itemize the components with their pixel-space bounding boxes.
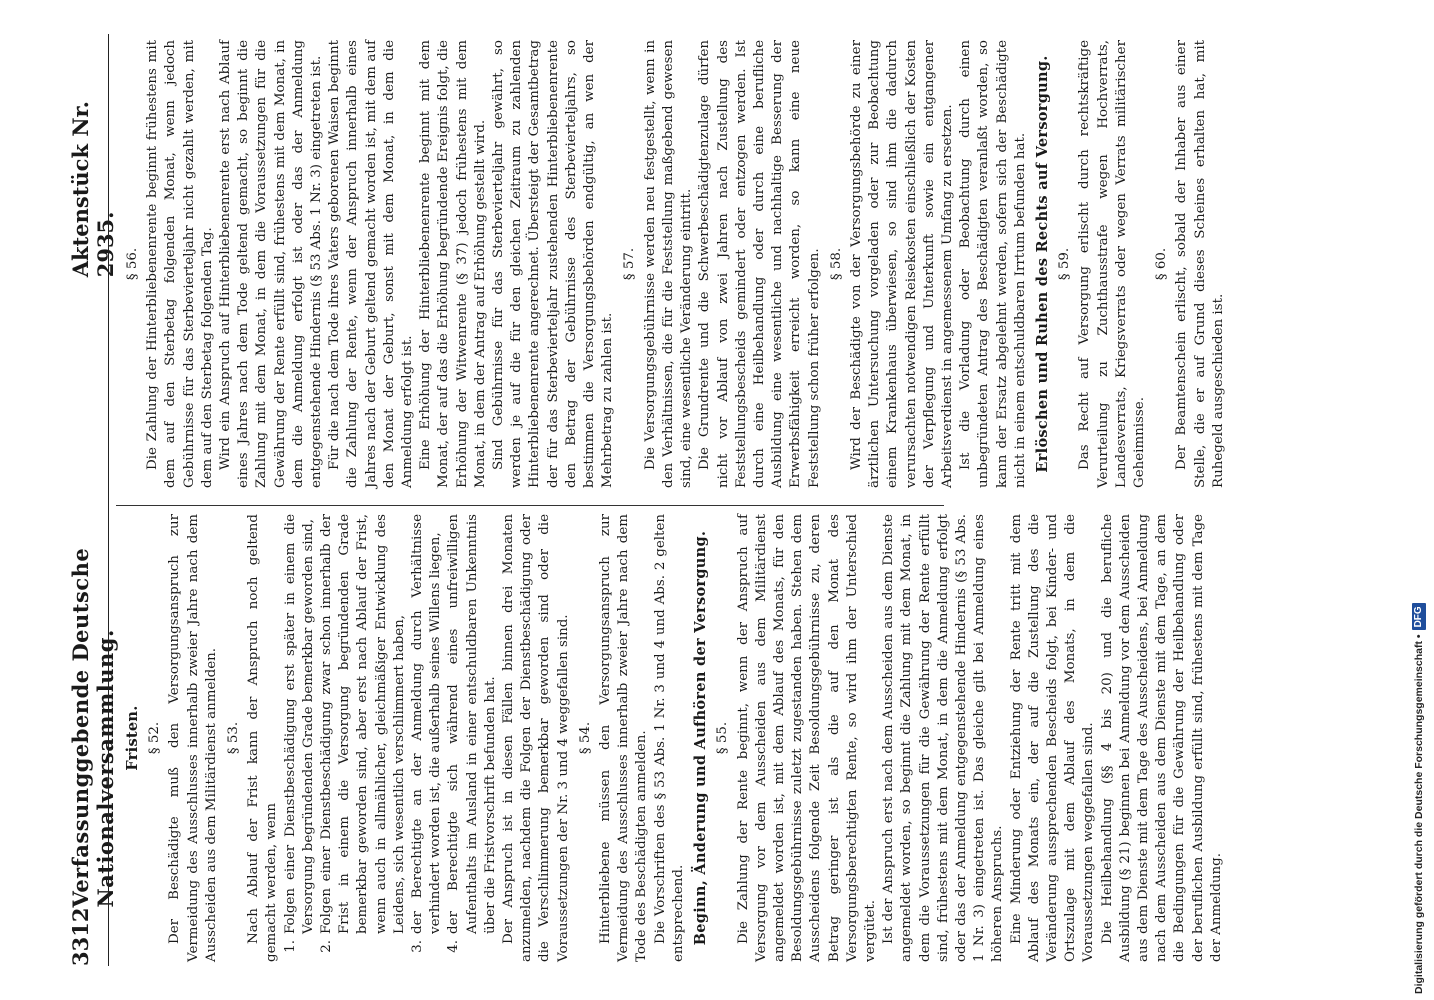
header-title: Verfassunggebende Deutsche Nationalversammlung. xyxy=(68,547,118,908)
paragraph-number-53: § 53. xyxy=(226,721,242,755)
paragraph-number-56: § 56. xyxy=(125,247,140,281)
paragraph-58-p2: Ist die Vorladung oder Beobachtung durch einen unbegründeten Antrag des Beschädigten veranlaßt worden, so kann der Ersatz abgelehnt werden, sofern sich der Beschädigte nicht in einem entschuldbaren Irrtum befunden hat. xyxy=(958,40,1028,488)
paragraph-56-p5: Sind Gebührnisse für das Sterbevierteljahr gewährt, so werden je auf die für den gleichen Zeitraum zu zahlenden Hinterbliebenenrente angerechnet. Übersteigt der Gesamtbetrag der für das Sterbevierteljahr zustehenden Hinterbliebenenrente den Betrag der Gebührnisse des Sterbevierteljahrs, so bestimmen die Versorgungsbehörden endgültig, an wen der Mehrbetrag zu zahlen ist. xyxy=(491,40,616,488)
page-number: 3312 xyxy=(68,907,93,966)
paragraph-58-p1: Wird der Beschädigte von der Versorgungsbehörde zu einer ärztlichen Untersuchung vorgeladen oder zur Beobachtung einem Krankenhaus überwiesen, so sind ihm die dadurch verursachten notwendigen Reisekosten einschließlich der Kosten der Verpflegung und Unterkunft sowie ein entgangener Arbeitsverdienst in angemessenem Umfang zu ersetzen. xyxy=(848,40,955,488)
paragraph-53-item-1: 1. Folgen einer Dienstbeschädigung erst später in einem die Versorgung begründenden Grade bemerkbar geworden sind, xyxy=(282,514,316,953)
paragraph-number-52: § 52. xyxy=(147,721,163,755)
digitization-note-text: Digitalisierung gefördert durch die Deutsche Forschungsgemeinschaft • xyxy=(1413,634,1425,994)
paragraph-53-item-3: 3. der Berechtigte an der Anmeldung durch Verhältnisse verhindert worden ist, die außerhalb seines Willens liegen, xyxy=(410,514,444,953)
paragraph-52-text: Der Beschädigte muß den Versorgungsanspruch zur Vermeidung des Ausschlusses innerhalb zweier Jahre nach dem Ausscheiden aus dem Militärdienst anmelden. xyxy=(167,514,219,962)
paragraph-53-item-4: 4. der Berechtigte sich während eines unfreiwilligen Aufenthalts im Ausland in einer entschuldbaren Unkenntnis über die Fristvorschrift befunden hat. xyxy=(446,514,498,953)
dfg-logo: DFG xyxy=(1412,603,1426,630)
digitization-note xyxy=(1410,4,1428,994)
paragraph-57-p2: Die Grundrente und die Schwerbeschädigtenzulage dürfen nicht vor Ablauf von zwei Jahren nach Zustellung des Feststellungsbescheids gemindert oder entzogen werden. Ist durch eine Heilbehandlung oder durch eine berufliche Ausbildung eine wesentliche und nachhaltige Besserung der Erwerbsfähigkeit erreicht worden, so kann eine neue Feststellung schon früher erfolgen. xyxy=(697,40,822,488)
column-divider xyxy=(116,505,944,506)
paragraph-55-p1: Die Zahlung der Rente beginnt, wenn der Anspruch auf Versorgung vor dem Ausscheiden aus dem Militärdienst angemeldet worden ist, mit dem Ablauf des Monats, für den Besoldungsgebührnisse zuletzt zugestanden haben. Stehen dem Ausscheidens folgende Zeit Besoldungsgebührnisse zu, deren Betrag geringer ist als die auf den Monat des Versorgungsberechtigten Rente, so wird ihm der Unterschied vergütet. xyxy=(735,514,878,962)
document-page xyxy=(12,20,1372,980)
paragraph-53-item-2: 2. Folgen einer Dienstbeschädigung zwar schon innerhalb der Frist in einem die Versorgung begründenden Grade bemerkbar geworden sind, aber erst nach Ablauf der Frist, wenn auch in allmählicher, gleichmäßiger Entwicklung des Leidens, sich wesentlich verschlimmert haben, xyxy=(319,514,407,953)
paragraph-55-p3: Eine Minderung oder Entziehung der Rente tritt mit dem Ablauf des Monats ein, der auf die Zustellung des die Veränderung aussprechenden Bescheids folgt, bei Kinder- und Ortszulage mit dem Ablauf des Monats, in dem die Voraussetzungen weggefallen sind. xyxy=(1008,514,1097,962)
section-caption-fristen: Fristen. xyxy=(124,705,141,771)
paragraph-number-58: § 58. xyxy=(828,247,844,281)
paragraph-56-p3: Für die nach dem Tode ihres Vaters geborenen Waisen beginnt die Zahlung der Rente, wenn der Anspruch innerhalb eines Jahres nach der Geburt geltend gemacht worden ist, mit dem auf den Monat der Geburt, sonst mit dem Monat, in dem die Anmeldung erfolgt ist. xyxy=(327,40,416,488)
paragraph-55-p2: Ist der Anspruch erst nach dem Ausscheiden aus dem Dienste angemeldet worden, so beginnt die Zahlung mit dem Monat, in dem die Voraussetzungen für die Gewährung der Rente erfüllt sind, frühestens mit dem Monat, in dem die Anmeldung erfolgt oder das der Anmeldung entgegenstehende Hindernis (§ 53 Abs. 1 Nr. 3) eingetreten ist. Das gleiche gilt bei Anmeldung eines höheren Anspruchs. xyxy=(881,514,1006,962)
right-column xyxy=(120,40,1228,488)
paragraph-number-59: § 59. xyxy=(1057,247,1073,281)
paragraph-number-55: § 55. xyxy=(715,721,731,755)
paragraph-55-p4: Die Heilbehandlung (§§ 4 bis 20) und die berufliche Ausbildung (§ 21) beginnen bei Anmeldung vor dem Ausscheiden aus dem Dienste mit dem Tage des Ausscheidens, bei Anmeldung nach dem Ausscheiden aus dem Dienste mit dem Tage, an dem die Bedingungen für die Gewährung der Heilbehandlung oder der beruflichen Ausbildung erfüllt sind, frühestens mit dem Tage der Anmeldung. xyxy=(1099,514,1224,962)
paragraph-54-text-2: Die Vorschriften des § 53 Abs. 1 Nr. 3 und 4 und Abs. 2 gelten entsprechend. xyxy=(652,514,686,962)
paragraph-56-p1: Die Zahlung der Hinterbliebenenrente beginnt frühestens mit dem auf den Sterbetag folgenden Monat, wenn jedoch Gebührnisse für das Sterbevierteljahr nicht gezahlt werden, mit dem auf den Sterbetag folgenden Tag. xyxy=(145,40,215,488)
paragraph-59-text: Das Recht auf Versorgung erlischt durch rechtskräftige Verurteilung zu Zuchthausstrafe wegen Hochverrats, Landesverrats, Kriegsverrats oder wegen Verrats militärischer Geheimnisse. xyxy=(1077,40,1147,488)
paragraph-number-57: § 57. xyxy=(622,247,638,281)
paragraph-56-p2: Wird ein Anspruch auf Hinterbliebenenrente erst nach Ablauf eines Jahres nach dem Tode geltend gemacht, so beginnt die Zahlung mit dem Monat, in dem die Voraussetzungen für die Gewährung der Rente erfüllt sind, frühestens mit dem Monat, in dem die Anmeldung erfolgt ist oder das der Anmeldung entgegenstehende Hindernis (§ 53 Abs. 1 Nr. 3) eingetreten ist. xyxy=(218,40,325,488)
paragraph-53-intro: Nach Ablauf der Frist kann der Anspruch noch geltend gemacht werden, wenn xyxy=(246,514,280,962)
paragraph-number-54: § 54. xyxy=(577,721,593,755)
paragraph-53-closing: Der Anspruch ist in diesen Fällen binnen drei Monaten anzumelden, nachdem die Folgen der Dienstbeschädigung oder die Verschlimmerung bemerkbar geworden sind oder die Voraussetzungen der Nr. 3 und 4 weggefallen sind. xyxy=(501,514,571,962)
page-header xyxy=(68,34,118,966)
left-column xyxy=(120,514,1226,962)
section-caption-erloeschen: Erlöschen und Ruhen des Rechts auf Versorgung. xyxy=(1033,55,1051,473)
paragraph-54-text-1: Hinterbliebene müssen den Versorgungsanspruch zur Vermeidung des Ausschlusses innerhalb zweier Jahre nach dem Tode des Beschädigten anmelden. xyxy=(598,514,650,962)
paragraph-number-60: § 60. xyxy=(1154,247,1170,281)
paragraph-56-p4: Eine Erhöhung der Hinterbliebenenrente beginnt mit dem Monat, der auf das die Erhöhung begründende Ereignis folgt, die Erhöhung der Witwenrente (§ 37) jedoch frühestens mit dem Monat, in dem der Antrag auf Erhöhung gestellt wird. xyxy=(418,40,488,488)
document-reference: Aktenstück Nr. 2935. xyxy=(68,101,118,278)
section-caption-beginn: Beginn, Änderung und Aufhören der Versorgung. xyxy=(692,530,710,946)
header-rule xyxy=(108,34,109,966)
paragraph-57-p1: Die Versorgungsgebührnisse werden neu festgestellt, wenn in den Verhältnissen, die für die Feststellung maßgebend gewesen sind, eine wesentliche Veränderung eintritt. xyxy=(642,40,695,488)
paragraph-60-text: Der Beamtenschein erlischt, sobald der Inhaber aus einer Stelle, die er auf Grund dieses Scheines erhalten hat, mit Ruhegeld ausgeschieden ist. xyxy=(1174,40,1226,488)
